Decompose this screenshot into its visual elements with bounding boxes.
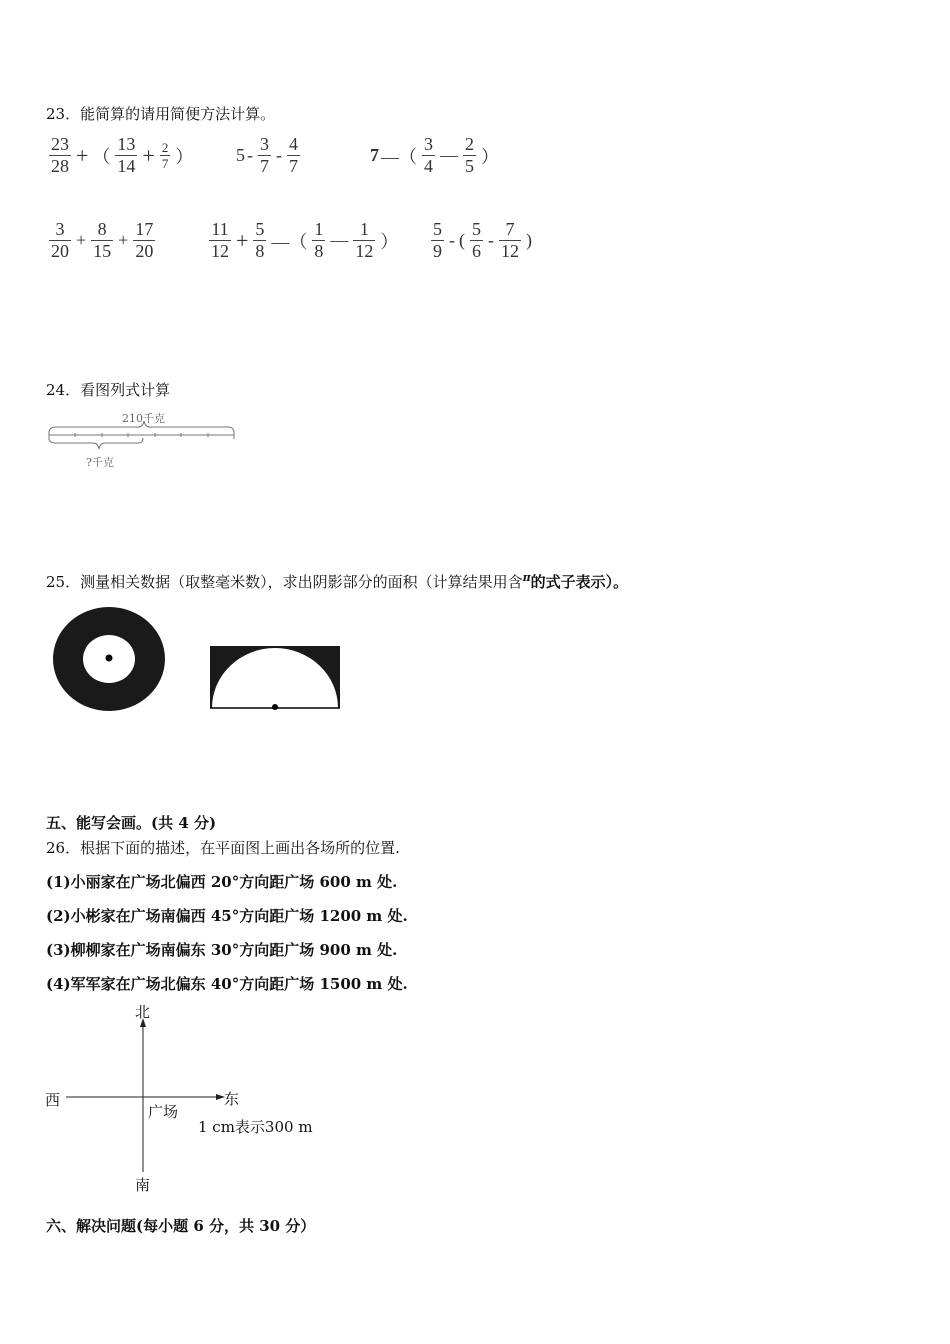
fraction: $\frac{2}{7}$ (161, 140, 169, 171)
q23-title: 23．能简算的请用简便方法计算。 (46, 105, 276, 123)
q24-diagram (46, 410, 238, 474)
fraction: $\frac{1}{8}$ (314, 219, 324, 261)
fraction: $\frac{3}{4}$ (424, 134, 433, 176)
fraction: $\frac{5}{9}$ (433, 219, 442, 261)
q23-expr-6: $\frac{5}{9}$ - ( $\frac{5}{6}$ - $\frac{7}{12}$ ) (433, 219, 532, 261)
q25-title: 25．测量相关数据（取整毫米数），求出阴影部分的面积（计算结果用含$^\pi$的式子表示）。 (46, 571, 629, 591)
fraction: $\frac{17}{20}$ (135, 219, 154, 261)
fraction: $\frac{2}{5}$ (465, 134, 474, 176)
unknown-weight-label: ?千克 (86, 456, 114, 469)
section-5-heading: 五、能写会画。(共 4 分) (46, 814, 217, 832)
scale-label: 1 cm表示300 m (198, 1118, 313, 1136)
fraction: $\frac{11}{12}$ (211, 219, 229, 261)
west-label: 西 (45, 1091, 61, 1109)
fraction: $\frac{3}{7}$ (260, 134, 269, 176)
section-6-heading: 六、解决问题(每小题 6 分，共 30 分） (46, 1217, 316, 1235)
plaza-label: 广场 (148, 1103, 179, 1121)
fraction: $\frac{23}{28}$ (51, 134, 69, 176)
q23-expr-4: $\frac{3}{20}$ + $\frac{8}{15}$ + $\frac{17}{20}$ (51, 219, 154, 261)
fraction: $\frac{5}{6}$ (472, 219, 481, 261)
fraction: $\frac{4}{7}$ (289, 134, 298, 176)
compass-map (44, 1000, 314, 1195)
q26-item-2: (2)小彬家在广场南偏西 45°方向距广场 1200 m 处. (46, 907, 408, 925)
east-label: 东 (224, 1090, 240, 1108)
q23-expr-1: $\frac{23}{28}$ + （ $\frac{13}{14}$ + $\frac{2}{7}$ ） (51, 134, 194, 176)
shaded-rectangle-semicircle (208, 644, 342, 712)
fraction: $\frac{8}{15}$ (93, 219, 112, 261)
q23-expr-2: 5 - $\frac{3}{7}$ - $\frac{4}{7}$ (236, 134, 298, 176)
compass-axes (44, 1000, 314, 1195)
q26-item-4: (4)军军家在广场北偏东 40°方向距广场 1500 m 处. (46, 975, 408, 993)
q23-expr-3: 7 —（ $\frac{3}{4}$ — $\frac{2}{5}$ ） (370, 134, 499, 176)
q26-item-1: (1)小丽家在广场北偏西 20°方向距广场 600 m 处. (46, 873, 398, 891)
fraction: $\frac{5}{8}$ (255, 219, 265, 261)
south-label: 南 (135, 1176, 151, 1194)
semicircle-figure (208, 644, 342, 712)
q24-title: 24．看图列式计算 (46, 381, 171, 399)
total-weight-label: 210千克 (122, 412, 165, 425)
q26-item-3: (3)柳柳家在广场南偏东 30°方向距广场 900 m 处. (46, 941, 398, 959)
shaded-ring (52, 606, 168, 712)
q26-title: 26．根据下面的描述，在平面图上画出各场所的位置. (46, 839, 400, 857)
ring-figure (52, 606, 168, 712)
fraction: $\frac{13}{14}$ (117, 134, 136, 176)
north-label: 北 (135, 1003, 151, 1021)
fraction: $\frac{3}{20}$ (51, 219, 69, 261)
fraction: $\frac{1}{12}$ (355, 219, 374, 261)
fraction: $\frac{7}{12}$ (501, 219, 519, 261)
pi-symbol: π (522, 571, 531, 584)
q23-expr-5: $\frac{11}{12}$ + $\frac{5}{8}$ —（ $\frac{1}{8}$ — $\frac{1}{12}$ ） (211, 219, 399, 261)
